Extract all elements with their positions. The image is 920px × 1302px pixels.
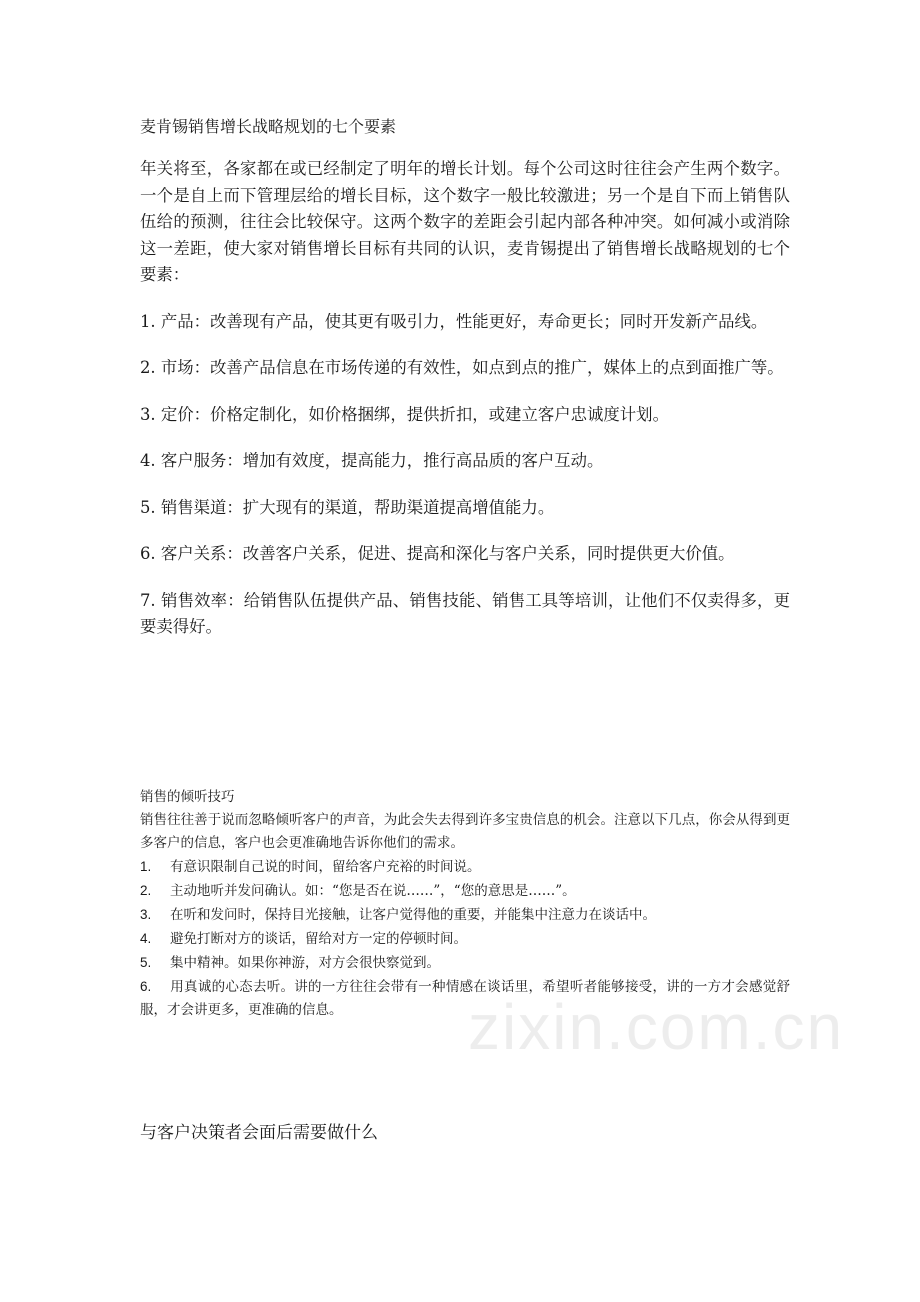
list-item-sales-efficiency: 7. 销售效率：给销售队伍提供产品、销售技能、销售工具等培训，让他们不仅卖得多，更要卖得好。	[140, 590, 790, 636]
section-title: 麦肯锡销售增长战略规划的七个要素	[140, 117, 397, 136]
list-item-pricing: 3. 定价：价格定制化，如价格捆绑，提供折扣，或建立客户忠诚度计划。	[140, 404, 669, 424]
list-number: 5.	[140, 955, 152, 970]
section-after-meeting	[140, 1120, 790, 1146]
list-text: 用真诚的心态去听。讲的一方往往会带有一种情感在谈话里，希望听者能够接受，讲的一方才会感觉舒服，才会讲更多，更准确的信息。	[140, 979, 790, 1018]
section-listening-skills	[140, 786, 790, 1022]
section-title: 与客户决策者会面后需要做什么	[140, 1123, 378, 1143]
list-number: 3.	[140, 907, 152, 922]
list-item	[140, 951, 790, 975]
list-number: 1.	[140, 859, 152, 874]
list-item-customer-relations: 6. 客户关系：改善客户关系，促进、提高和深化与客户关系，同时提供更大价值。	[140, 544, 735, 563]
list-item	[140, 855, 790, 879]
list-item-market: 2. 市场：改善产品信息在市场传递的有效性，如点到点的推广，媒体上的点到面推广等。	[140, 358, 784, 377]
list-item-customer-service: 4. 客户服务：增加有效度，提高能力，推行高品质的客户互动。	[140, 451, 604, 470]
list-item-sales-channel: 5. 销售渠道：扩大现有的渠道，帮助渠道提高增值能力。	[140, 497, 555, 517]
list-item	[140, 879, 790, 903]
section-sales-growth	[140, 114, 790, 661]
watermark: zixin.com.cn	[468, 991, 845, 1063]
list-number: 4.	[140, 931, 152, 946]
intro-paragraph: 销售往往善于说而忽略倾听客户的声音，为此会失去得到许多宝贵信息的机会。注意以下几点，你会从得到更多客户的信息，客户也会更准确地告诉你他们的需求。	[140, 812, 790, 851]
intro-paragraph: 年关将至，各家都在或已经制定了明年的增长计划。每个公司这时往往会产生两个数字。一个是自上而下管理层给的增长目标，这个数字一般比较激进；另一个是自下而上销售队伍给的预测，往往会比较保守。这两个数字的差距会引起内部各种冲突。如何减小或消除这一差距，使大家对销售增长目标有共同的认识，麦肯锡提出了销售增长战略规划的七个要素：	[140, 159, 790, 284]
list-item-product: 1. 产品：改善现有产品，使其更有吸引力，性能更好，寿命更长；同时开发新产品线。	[140, 311, 768, 331]
list-text: 主动地听并发问确认。如：“您是否在说……”，“您的意思是……”。	[170, 883, 576, 899]
list-text: 在听和发问时，保持目光接触，让客户觉得他的重要，并能集中注意力在谈话中。	[170, 907, 656, 923]
list-text: 有意识限制自己说的时间，留给客户充裕的时间说。	[170, 859, 481, 875]
list-item	[140, 927, 790, 951]
list-item	[140, 903, 790, 927]
list-text: 集中精神。如果你神游，对方会很快察觉到。	[170, 955, 440, 971]
section-title: 销售的倾听技巧	[140, 789, 235, 805]
list-number: 2.	[140, 883, 152, 898]
list-item	[140, 975, 790, 1022]
list-text: 避免打断对方的谈话，留给对方一定的停顿时间。	[170, 931, 467, 947]
list-number: 6.	[140, 979, 152, 994]
